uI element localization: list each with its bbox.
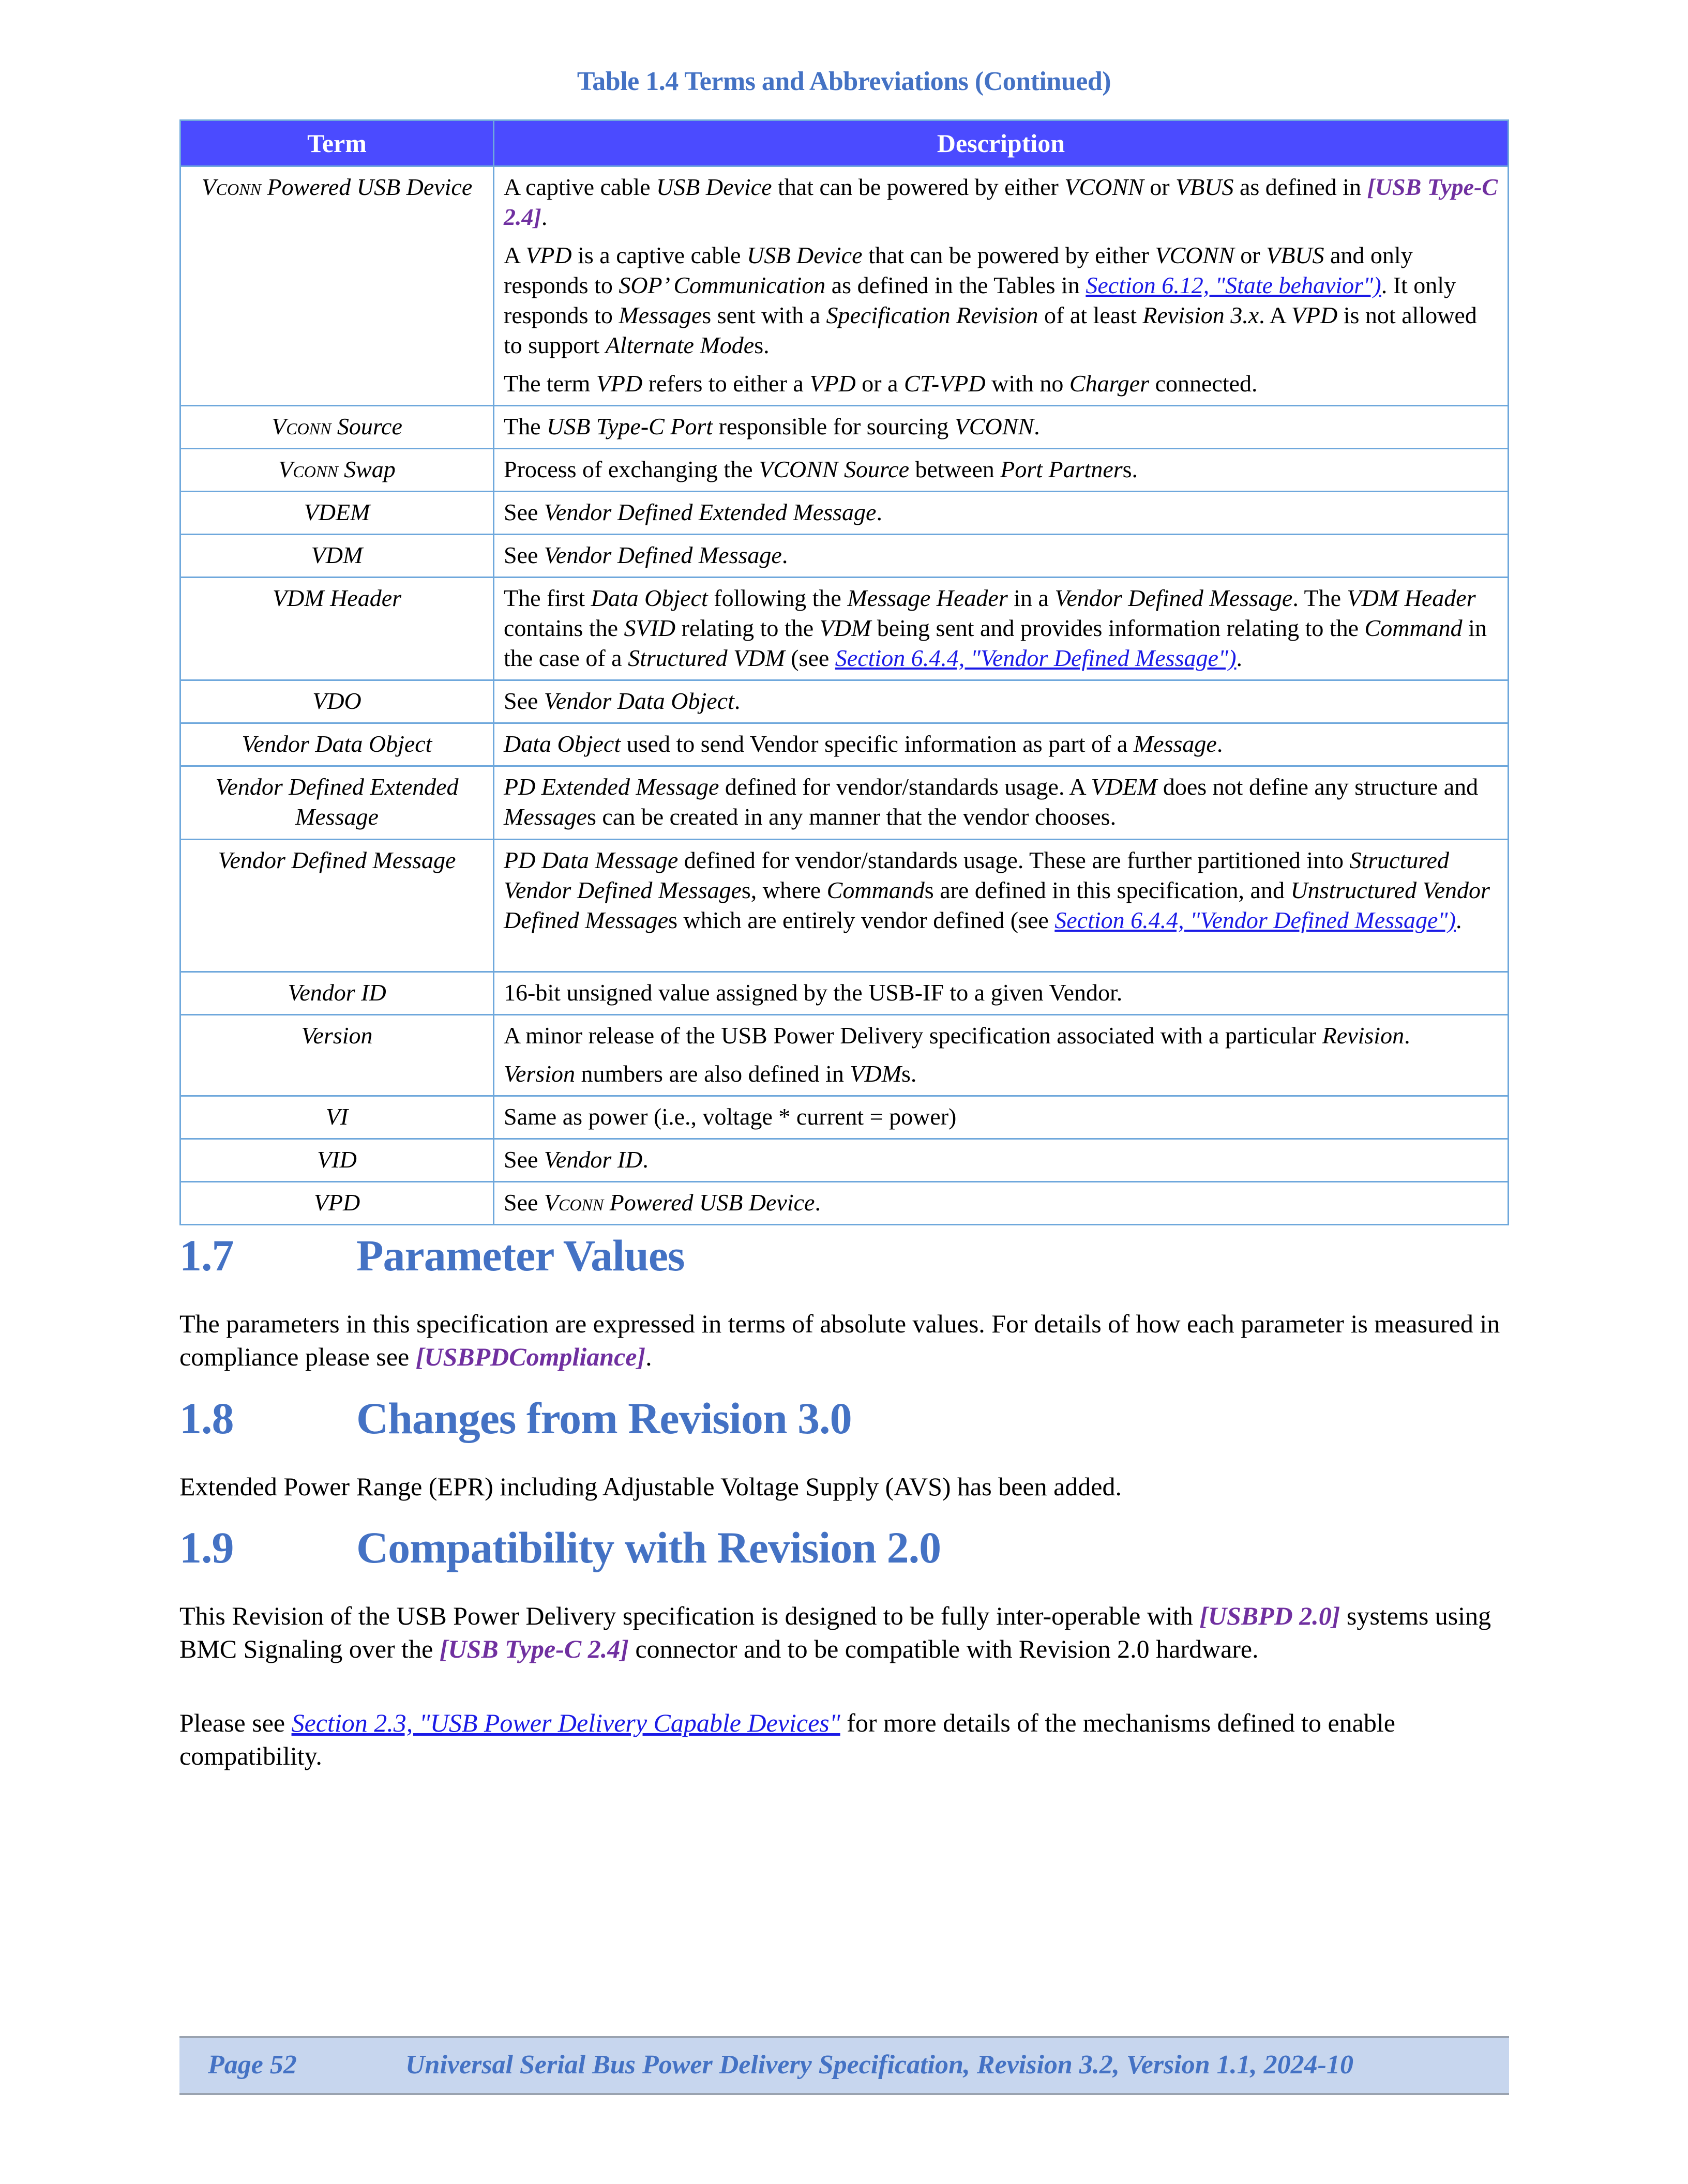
section-1-9-body-1: This Revision of the USB Power Delivery specification is designed to be fully inter-operable with [USBPD 2.0] systems using BMC Signaling over the [USB Type-C 2.4] connector and to be compatible with Revision 2.0 hardware. — [179, 1601, 1491, 1663]
table-header-row — [180, 120, 1509, 166]
description-cell: See Vendor ID. — [494, 1139, 1509, 1182]
section-number: 1.8 — [179, 1393, 234, 1443]
term-cell: Vendor Defined Extended Message — [180, 766, 494, 840]
description-cell: PD Extended Message defined for vendor/standards usage. A VDEM does not define any structure and Messages can be created in any manner that the vendor chooses. — [494, 766, 1509, 840]
description-cell: The first Data Object following the Message Header in a Vendor Defined Message. The VDM Header contains the SVID relating to the VDM being sent and provides information relating to the Command in the case of a Structured VDM (see Section 6.4.4, "Vendor Defined Message"). — [494, 578, 1509, 680]
terms-table — [179, 119, 1509, 1225]
section-1-8-body: Extended Power Range (EPR) including Adjustable Voltage Supply (AVS) has been added. — [179, 1472, 1122, 1501]
table-row — [180, 1139, 1509, 1182]
table-row — [180, 972, 1509, 1015]
section-heading-1-9 — [179, 1522, 941, 1573]
page-footer — [179, 2036, 1509, 2095]
description-cell: See Vconn Powered USB Device. — [494, 1182, 1509, 1225]
term-cell: Vconn Powered USB Device — [180, 166, 494, 406]
term-cell: Vconn Swap — [180, 449, 494, 492]
description-cell: A minor release of the USB Power Delivery specification associated with a particular Revision. Version numbers are also defined in VDMs. — [494, 1015, 1509, 1096]
section-heading-1-7 — [179, 1230, 684, 1281]
link-section-6-12[interactable]: Section 6.12, "State behavior") — [1086, 272, 1381, 298]
term-cell: VDEM — [180, 492, 494, 535]
page-number: Page 52 — [208, 2050, 297, 2080]
table-row — [180, 766, 1509, 840]
table-row — [180, 1182, 1509, 1225]
description-cell: Data Object used to send Vendor specific information as part of a Message. — [494, 723, 1509, 766]
link-section-2-3[interactable]: Section 2.3, "USB Power Delivery Capable Devices" — [291, 1708, 840, 1737]
term-cell: VDM — [180, 535, 494, 578]
table-row — [180, 840, 1509, 972]
table-row — [180, 578, 1509, 680]
description-cell: Process of exchanging the VCONN Source between Port Partners. — [494, 449, 1509, 492]
term-cell: VDM Header — [180, 578, 494, 680]
reference-usbpd-2-0[interactable]: [USBPD 2.0] — [1199, 1601, 1340, 1630]
term-cell: VDO — [180, 680, 494, 723]
reference-usb-typec[interactable]: [USB Type-C 2.4] — [504, 174, 1498, 230]
description-cell: See Vendor Defined Extended Message. — [494, 492, 1509, 535]
section-1-7-body: The parameters in this specification are expressed in terms of absolute values. For details of how each parameter is measured in compliance please see [USBPDCompliance]. — [179, 1309, 1500, 1371]
description-cell: Same as power (i.e., voltage * current = power) — [494, 1096, 1509, 1139]
table-row — [180, 406, 1509, 449]
table-caption: Table 1.4 Terms and Abbreviations (Continued) — [577, 67, 1111, 96]
term-cell: Version — [180, 1015, 494, 1096]
description-cell: PD Data Message defined for vendor/standards usage. These are further partitioned into Structured Vendor Defined Messages, where Commands are defined in this specification, and Unstructured Vendor Defined Messages which are entirely vendor defined (see Section 6.4.4, "Vendor Defined Message"). — [494, 840, 1509, 972]
link-section-6-4-4[interactable]: Section 6.4.4, "Vendor Defined Message") — [835, 645, 1237, 671]
term-cell: Vendor Defined Message — [180, 840, 494, 972]
description-cell: See Vendor Defined Message. — [494, 535, 1509, 578]
table-row — [180, 1096, 1509, 1139]
document-title: Universal Serial Bus Power Delivery Specification, Revision 3.2, Version 1.1, 2024-10 — [405, 2050, 1353, 2080]
section-title: Compatibility with Revision 2.0 — [356, 1523, 941, 1572]
term-cell: VI — [180, 1096, 494, 1139]
table-row — [180, 492, 1509, 535]
column-header-term: Term — [180, 120, 494, 166]
section-1-9-body-2: Please see Section 2.3, "USB Power Delivery Capable Devices" for more details of the mechanisms defined to enable compatibility. — [179, 1708, 1395, 1770]
table-row — [180, 723, 1509, 766]
reference-usbpdcompliance[interactable]: [USBPDCompliance] — [415, 1342, 646, 1371]
description-cell: See Vendor Data Object. — [494, 680, 1509, 723]
table-row — [180, 1015, 1509, 1096]
description-cell: 16-bit unsigned value assigned by the USB-IF to a given Vendor. — [494, 972, 1509, 1015]
table-row — [180, 680, 1509, 723]
section-title: Changes from Revision 3.0 — [356, 1393, 852, 1443]
section-number: 1.7 — [179, 1231, 234, 1280]
section-heading-1-8 — [179, 1392, 852, 1444]
term-cell: Vendor ID — [180, 972, 494, 1015]
section-title: Parameter Values — [356, 1231, 685, 1280]
column-header-description: Description — [494, 120, 1509, 166]
term-cell: VID — [180, 1139, 494, 1182]
description-cell: The USB Type-C Port responsible for sourcing VCONN. — [494, 406, 1509, 449]
link-section-6-4-4[interactable]: Section 6.4.4, "Vendor Defined Message") — [1054, 907, 1456, 933]
table-row — [180, 166, 1509, 406]
term-cell: Vconn Source — [180, 406, 494, 449]
reference-usb-typec[interactable]: [USB Type-C 2.4] — [439, 1634, 629, 1663]
table-row — [180, 535, 1509, 578]
description-cell: A captive cable USB Device that can be powered by either VCONN or VBUS as defined in [USB Type-C 2.4]. A VPD is a captive cable USB Device that can be powered by either VCONN or VBUS and only responds to SOP’ Communication as defined in the Tables in Section 6.12, "State behavior"). It only responds to Messages sent with a Specification Revision of at least Revision 3.x. A VPD is not allowed to support Alternate Modes. The term VPD refers to either a VPD or a CT-VPD with no Charger connected. — [494, 166, 1509, 406]
term-cell: VPD — [180, 1182, 494, 1225]
table-row — [180, 449, 1509, 492]
term-cell: Vendor Data Object — [180, 723, 494, 766]
section-number: 1.9 — [179, 1523, 234, 1572]
